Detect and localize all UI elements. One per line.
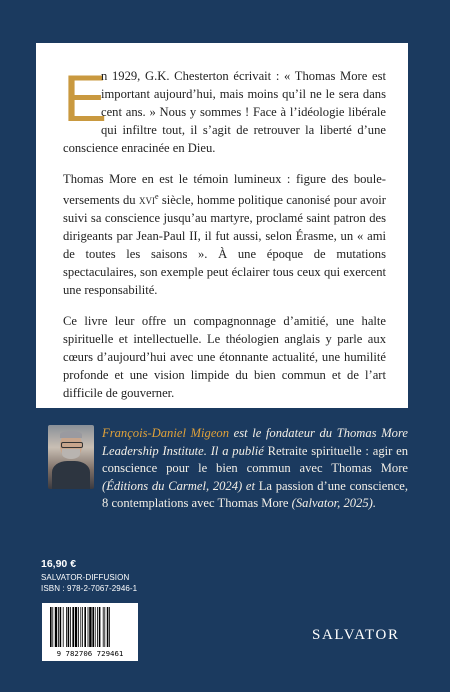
blurb-panel (36, 43, 408, 408)
price-block (41, 558, 137, 594)
author-name: François-Daniel Migeon (102, 426, 230, 440)
barcode-number: 9 782706 729461 (56, 649, 124, 658)
price: 16,90 € (41, 558, 77, 570)
bio-publisher-1: (Éditions du Carmel, 2024) et (102, 478, 259, 493)
blurb-paragraph-2 (63, 170, 386, 299)
barcode (42, 603, 138, 661)
author-photo (48, 425, 94, 489)
author-bio-text (102, 425, 408, 513)
bio-publisher-2: (Salvator, 2025). (288, 496, 376, 510)
publisher-logo: SALVATOR (312, 627, 400, 643)
paragraph-2-text-b: siècle, homme politique canonisé pour avoir suivi sa conscience jusqu’au martyre, proclamé saint patron des dirigeants par Jean-Paul II, il fut aussi, selon Érasme, un « ami de toutes les saisons ». À une époque de mutations spectaculaires, son exemple peut éclairer tous ceux qui exercent une responsabilité. (63, 193, 386, 298)
bio-text-1: est le fondateur du Thomas More Leadership Institute. Il a publié (102, 426, 409, 458)
paragraph-2-text-a: Thomas More en est le témoin lumineux : figure des boule-versements du (63, 172, 386, 208)
isbn: ISBN : 978-2-7067-2946-1 (41, 584, 138, 593)
century-numeral: xvi (138, 193, 155, 208)
century-superscript: e (154, 192, 159, 201)
distributor: SALVATOR-DIFFUSION (41, 573, 130, 582)
blurb-paragraph-1 (63, 61, 386, 157)
drop-cap: E (63, 61, 108, 135)
author-bio (48, 425, 408, 521)
book-title-2: La passion d’une conscience, 8 contemplations avec Thomas More (102, 478, 408, 510)
blurb-paragraph-3: Ce livre leur offre un compagnonnage d’amitié, une halte spirituelle et intellectuelle. Le théologien anglais y parle aux cœurs d’aujourd’hui avec une étonnante actualité, une humilité profonde et une vision limpide du bien commun et de l’art difficile de gouverner. (63, 314, 386, 401)
barcode-bars (48, 607, 132, 649)
book-title-1: Retraite spirituelle : agir en conscience pour le bien commun avec Thomas More (102, 443, 408, 475)
paragraph-1-text: n 1929, G.K. Chesterton écrivait : « Thomas More est important aujourd’hui, mais moins qu’il ne le sera dans cent ans. » Nous y sommes ! Face à l’idéologie libérale qui infiltre tout, il s’agit de retrouver la liberté d’une conscience enracinée en Dieu. (63, 69, 386, 155)
